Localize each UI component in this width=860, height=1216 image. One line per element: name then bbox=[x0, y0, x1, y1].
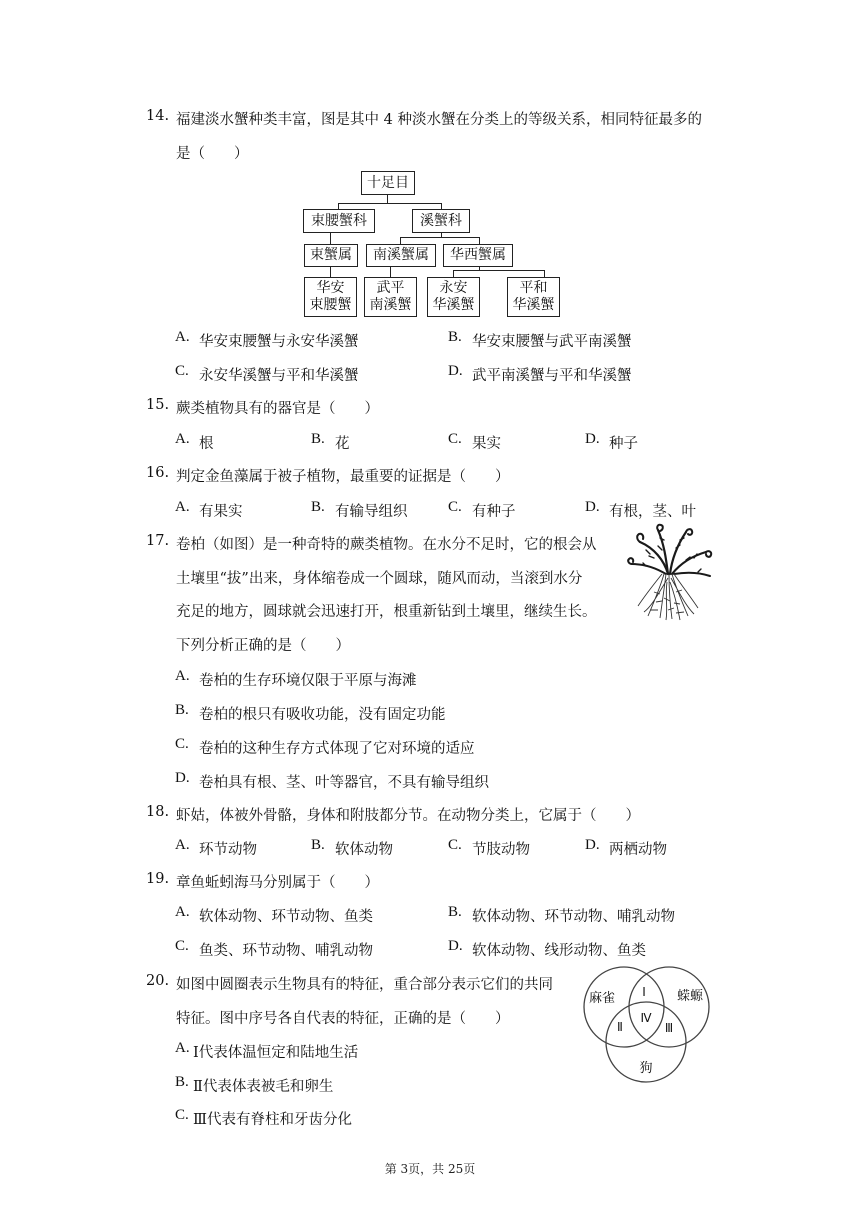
question-number: 19. bbox=[146, 871, 170, 887]
option-letter: B. bbox=[175, 702, 189, 718]
option-letter: C. bbox=[175, 938, 189, 954]
connector bbox=[390, 266, 391, 277]
question-text: 充足的地方，圆球就会迅速打开，根重新钻到土壤里，继续生长。 bbox=[176, 604, 597, 620]
option-text: 华安束腰蟹与武平南溪蟹 bbox=[472, 334, 632, 350]
connector bbox=[453, 270, 544, 271]
connector bbox=[400, 237, 479, 238]
question-text: 如图中圆圈表示生物具有的特征，重合部分表示它们的共同 bbox=[176, 977, 553, 993]
option-text: 有果实 bbox=[199, 504, 243, 520]
option-letter: D. bbox=[448, 938, 463, 954]
option-letter: C. bbox=[448, 499, 462, 515]
option-letter: D. bbox=[585, 837, 600, 853]
option-text: Ⅱ代表体表被毛和卵生 bbox=[193, 1079, 334, 1095]
option-letter: C. bbox=[175, 1107, 189, 1123]
option-letter: C. bbox=[448, 431, 462, 447]
option-text: 软体动物、环节动物、鱼类 bbox=[199, 909, 373, 925]
question-text: 特征。图中序号各自代表的特征，正确的是（ ） bbox=[176, 1011, 510, 1027]
question-text: 章鱼蚯蚓海马分别属于（ ） bbox=[176, 875, 379, 891]
tree-node-family: 溪蟹科 bbox=[412, 209, 470, 233]
venn-region-2: Ⅱ bbox=[617, 1020, 623, 1034]
option-text: 有输导组织 bbox=[335, 504, 408, 520]
tree-node-species bbox=[427, 277, 480, 317]
option-text: 卷柏的生存环境仅限于平原与海滩 bbox=[199, 673, 417, 689]
question-text: 虾姑，体被外骨骼，身体和附肢都分节。在动物分类上，它属于（ ） bbox=[176, 808, 640, 824]
option-text: 环节动物 bbox=[199, 842, 257, 858]
option-text: 软体动物 bbox=[335, 842, 393, 858]
option-text: 有根，茎、叶 bbox=[609, 504, 696, 520]
venn-label-salamander: 蝾螈 bbox=[676, 989, 704, 1004]
tree-node-genus: 南溪蟹属 bbox=[366, 244, 436, 267]
species-name: 华溪蟹 bbox=[512, 297, 555, 313]
question-number: 20. bbox=[146, 973, 170, 989]
tree-node-genus: 束蟹属 bbox=[304, 244, 358, 267]
species-name: 平和 bbox=[519, 280, 548, 296]
venn-region-4: Ⅳ bbox=[640, 1011, 652, 1025]
option-letter: D. bbox=[585, 499, 600, 515]
option-letter: B. bbox=[448, 904, 462, 920]
connector bbox=[400, 237, 401, 244]
option-text: Ⅰ代表体温恒定和陆地生活 bbox=[193, 1045, 359, 1061]
question-text: 蕨类植物具有的器官是（ ） bbox=[176, 401, 379, 417]
tree-node-order: 十足目 bbox=[361, 171, 415, 195]
option-letter: B. bbox=[311, 837, 325, 853]
option-letter: A. bbox=[175, 1040, 190, 1056]
option-text: 节肢动物 bbox=[472, 842, 530, 858]
option-text: 有种子 bbox=[472, 504, 516, 520]
tree-node-species bbox=[304, 277, 357, 317]
venn-circle-sparrow bbox=[584, 967, 664, 1047]
connector bbox=[330, 266, 331, 277]
option-letter: A. bbox=[175, 668, 190, 684]
option-letter: B. bbox=[175, 1074, 189, 1090]
species-name: 华溪蟹 bbox=[432, 297, 475, 313]
option-letter: A. bbox=[175, 431, 190, 447]
option-text: 卷柏的这种生存方式体现了它对环境的适应 bbox=[199, 741, 475, 757]
option-text: 武平南溪蟹与平和华溪蟹 bbox=[472, 368, 632, 384]
venn-diagram bbox=[574, 962, 718, 1086]
option-text: 永安华溪蟹与平和华溪蟹 bbox=[199, 368, 359, 384]
option-letter: B. bbox=[448, 329, 462, 345]
connector bbox=[338, 203, 441, 204]
question-text: 福建淡水蟹种类丰富，图是其中 4 种淡水蟹在分类上的等级关系，相同特征最多的 bbox=[176, 112, 702, 128]
option-letter: A. bbox=[175, 837, 190, 853]
species-name: 华安 bbox=[316, 280, 345, 296]
species-name: 永安 bbox=[439, 280, 468, 296]
option-text: 两栖动物 bbox=[609, 842, 667, 858]
option-text: 卷柏的根只有吸收功能，没有固定功能 bbox=[199, 707, 446, 723]
selaginella-plant-image bbox=[624, 522, 716, 622]
venn-circle-salamander bbox=[629, 967, 709, 1047]
option-letter: D. bbox=[175, 770, 190, 786]
option-text: 鱼类、环节动物、哺乳动物 bbox=[199, 943, 373, 959]
connector bbox=[544, 270, 545, 277]
option-text: 花 bbox=[335, 436, 350, 452]
option-letter: B. bbox=[311, 431, 325, 447]
tree-node-species bbox=[507, 277, 560, 317]
connector bbox=[453, 270, 454, 277]
question-text: 判定金鱼藻属于被子植物，最重要的证据是（ ） bbox=[176, 469, 510, 485]
option-text: 卷柏具有根、茎、叶等器官，不具有输导组织 bbox=[199, 775, 489, 791]
tree-node-species bbox=[364, 277, 417, 317]
tree-node-genus: 华西蟹属 bbox=[443, 244, 513, 267]
venn-region-3: Ⅲ bbox=[664, 1021, 674, 1035]
question-number: 18. bbox=[146, 804, 170, 820]
option-text: Ⅲ代表有脊柱和牙齿分化 bbox=[193, 1112, 352, 1128]
option-text: 软体动物、环节动物、哺乳动物 bbox=[472, 909, 675, 925]
question-number: 14. bbox=[146, 108, 170, 124]
question-text: 下列分析正确的是（ ） bbox=[176, 638, 350, 654]
question-text: 卷柏（如图）是一种奇特的蕨类植物。在水分不足时，它的根会从 bbox=[176, 537, 597, 553]
connector bbox=[387, 194, 388, 203]
option-text: 种子 bbox=[609, 436, 638, 452]
question-number: 17. bbox=[146, 533, 170, 549]
option-letter: D. bbox=[585, 431, 600, 447]
option-letter: C. bbox=[175, 363, 189, 379]
option-text: 华安束腰蟹与永安华溪蟹 bbox=[199, 334, 359, 350]
page-footer: 第 3页，共 25页 bbox=[384, 1162, 476, 1176]
venn-label-dog: 狗 bbox=[639, 1061, 653, 1076]
option-letter: A. bbox=[175, 904, 190, 920]
option-text: 果实 bbox=[472, 436, 501, 452]
venn-label-sparrow: 麻雀 bbox=[588, 991, 616, 1006]
option-letter: C. bbox=[448, 837, 462, 853]
question-number: 15. bbox=[146, 397, 170, 413]
species-name: 武平 bbox=[376, 280, 405, 296]
option-letter: D. bbox=[448, 363, 463, 379]
option-text: 软体动物、线形动物、鱼类 bbox=[472, 943, 646, 959]
option-letter: A. bbox=[175, 329, 190, 345]
option-letter: B. bbox=[311, 499, 325, 515]
option-letter: C. bbox=[175, 736, 189, 752]
question-number: 16. bbox=[146, 465, 170, 481]
tree-node-family: 束腰蟹科 bbox=[303, 209, 375, 233]
species-name: 南溪蟹 bbox=[369, 297, 412, 313]
question-text: 是（ ） bbox=[176, 146, 249, 162]
option-letter: A. bbox=[175, 499, 190, 515]
venn-region-1: Ⅰ bbox=[642, 985, 646, 999]
option-text: 根 bbox=[199, 436, 214, 452]
connector bbox=[330, 232, 331, 244]
connector bbox=[479, 237, 480, 244]
question-text: 土壤里“拔”出来，身体缩卷成一个圆球，随风而动，当滚到水分 bbox=[176, 571, 583, 587]
species-name: 束腰蟹 bbox=[309, 297, 352, 313]
